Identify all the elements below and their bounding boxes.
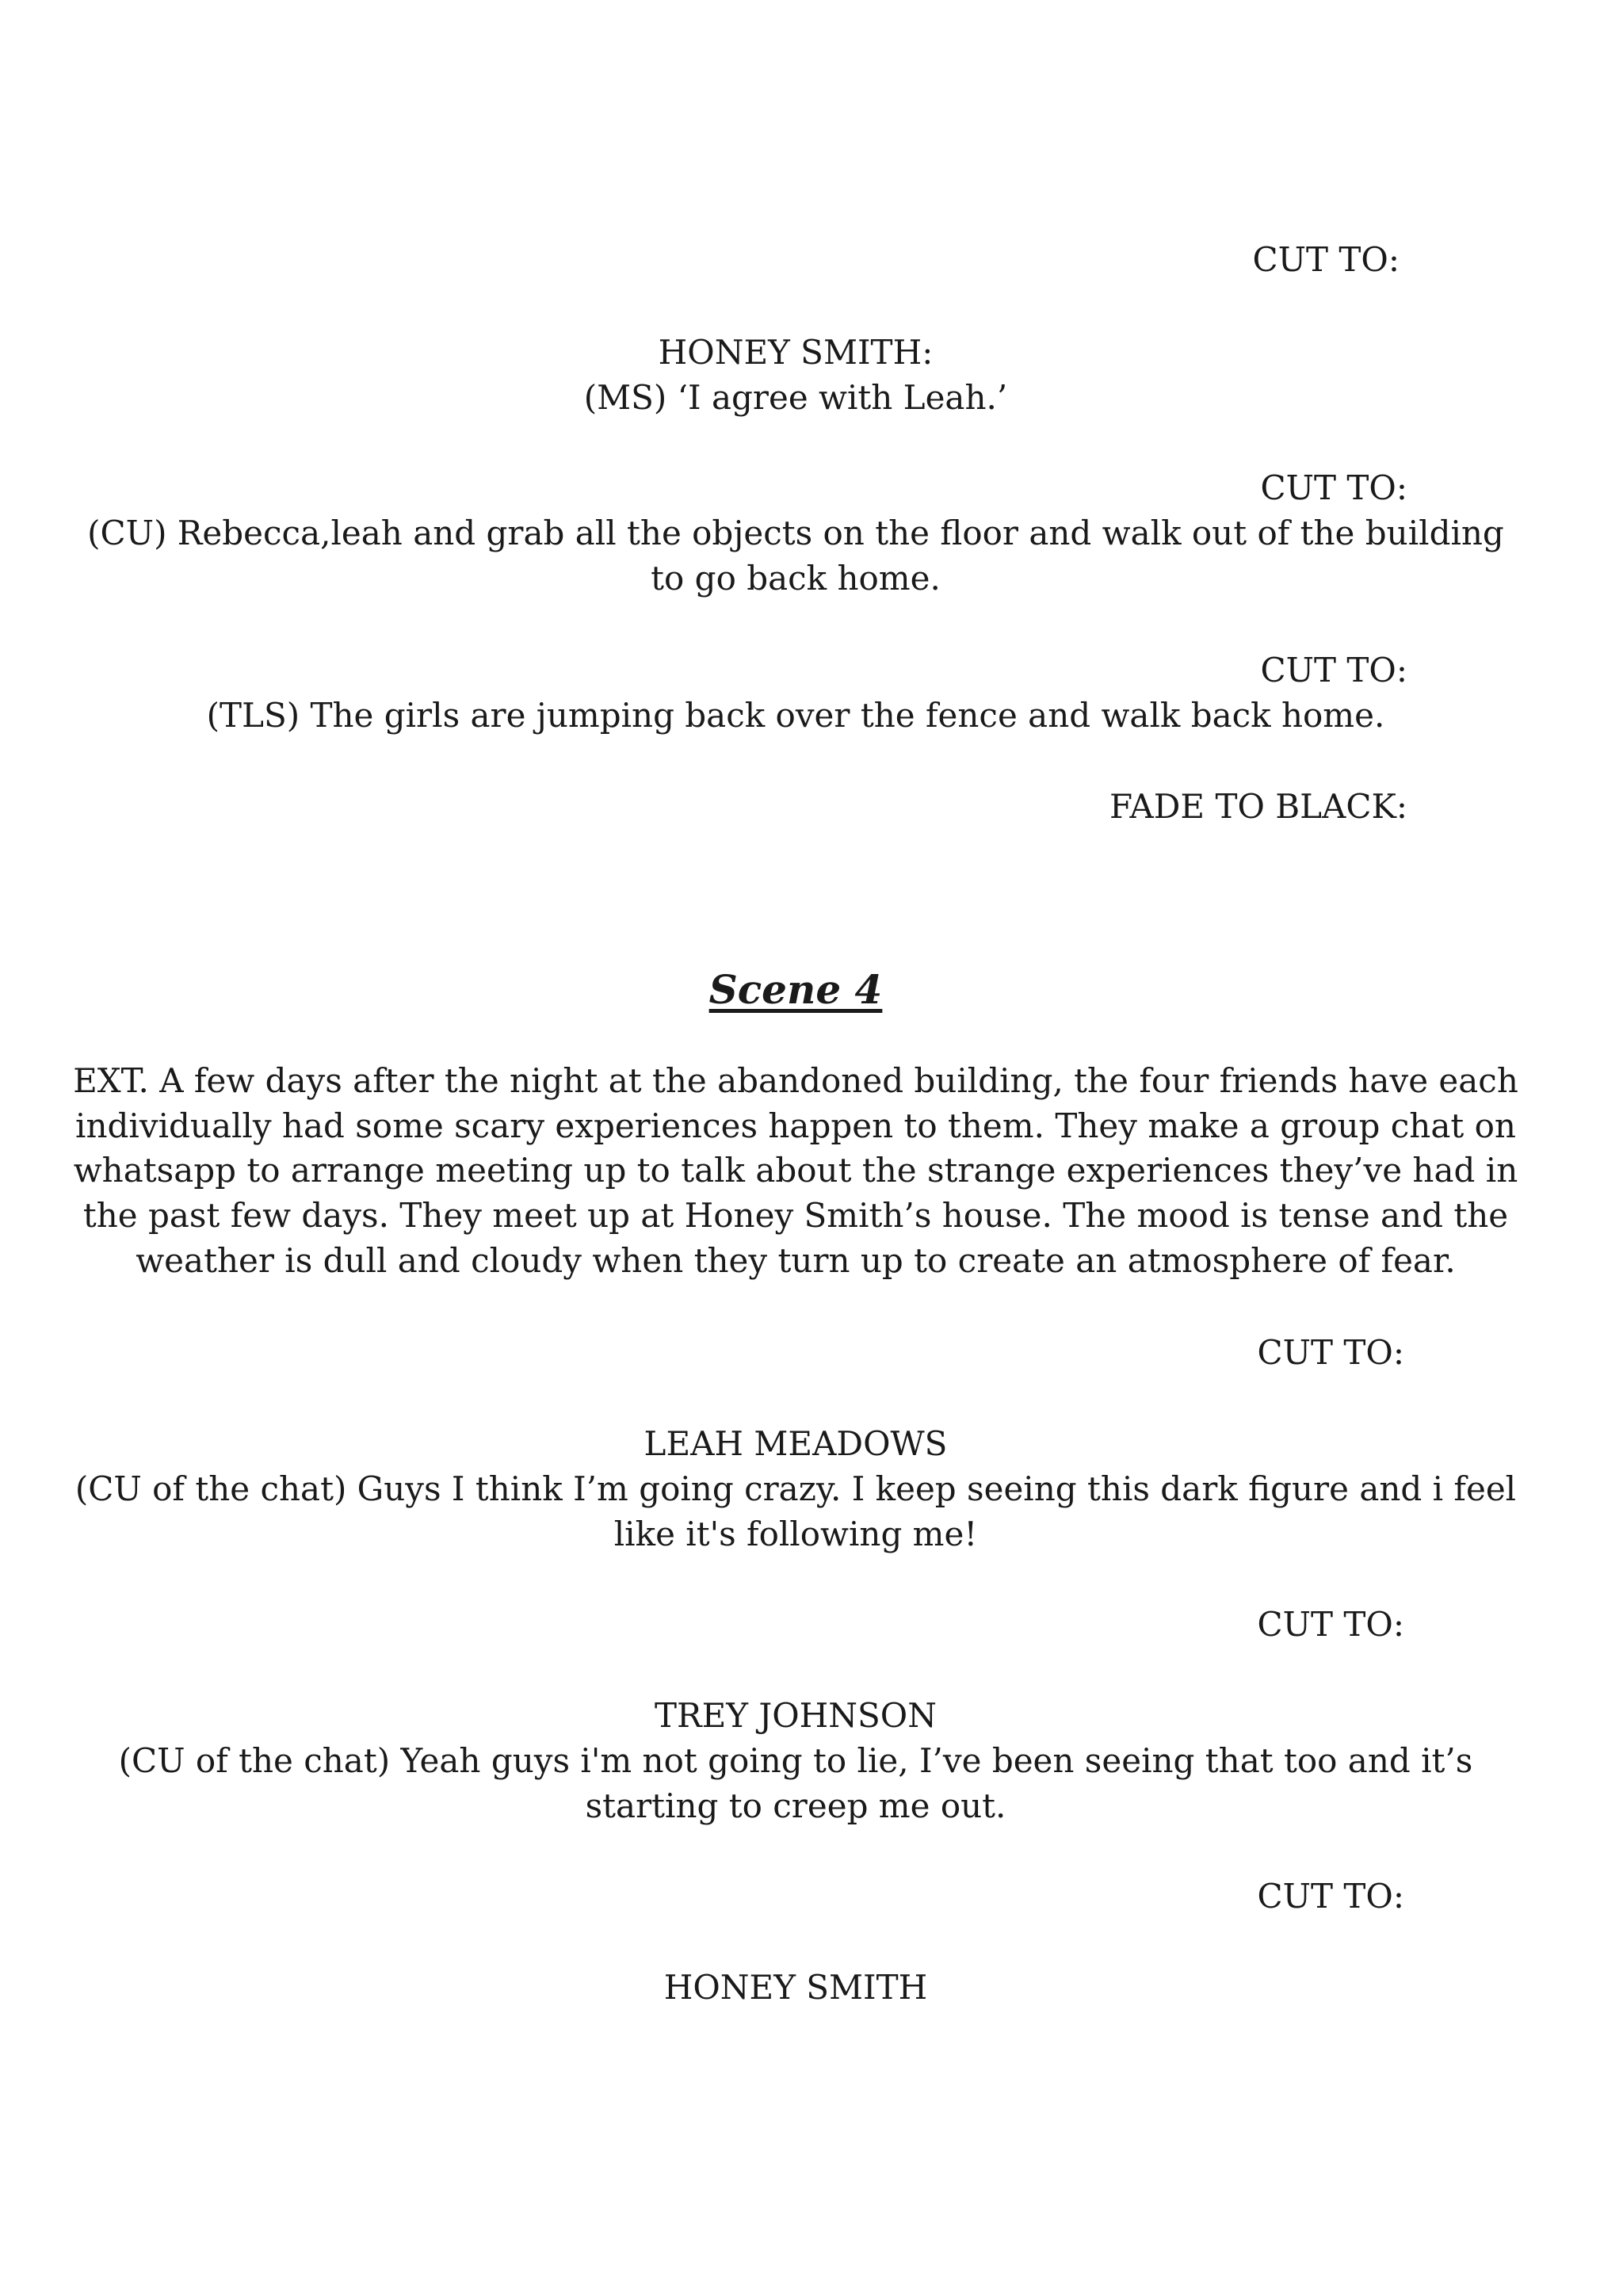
transition-cut-to: CUT TO: [1257, 1333, 1404, 1372]
scene-description-line: weather is dull and cloudy when they turn up to create an atmosphere of fear. [136, 1241, 1456, 1280]
character-name-honey-smith: HONEY SMITH: [658, 333, 934, 372]
transition-cut-to: CUT TO: [1252, 240, 1400, 279]
dialogue-leah-meadows: (CU of the chat) Guys I think I’m going crazy. I keep seeing this dark figure and i feel [74, 1469, 1517, 1508]
transition-cut-to: CUT TO: [1257, 1877, 1404, 1916]
transition-cut-to: CUT TO: [1260, 651, 1407, 690]
scene-heading: Scene 4 [708, 966, 883, 1013]
dialogue-trey-johnson: starting to creep me out. [585, 1786, 1006, 1825]
character-name-honey-smith: HONEY SMITH [663, 1968, 928, 2007]
scene-description-line: EXT. A few days after the night at the abandoned building, the four friends have each [73, 1061, 1518, 1100]
dialogue-trey-johnson: (CU of the chat) Yeah guys i'm not going to lie, I’ve been seeing that too and it’s [118, 1741, 1473, 1780]
dialogue-honey-smith: (MS) ‘I agree with Leah.’ [583, 378, 1008, 417]
dialogue-leah-meadows: like it's following me! [613, 1515, 978, 1553]
transition-fade-to-black: FADE TO BLACK: [1109, 787, 1407, 826]
transition-cut-to: CUT TO: [1260, 468, 1407, 507]
action-line: to go back home. [651, 559, 941, 598]
scene-description-line: whatsapp to arrange meeting up to talk about the strange experiences they’ve had in [73, 1151, 1518, 1190]
scene-description-line: individually had some scary experiences happen to them. They make a group chat on [75, 1106, 1516, 1145]
character-name-leah-meadows: LEAH MEADOWS [643, 1424, 948, 1463]
character-name-trey-johnson: TREY JOHNSON [655, 1696, 937, 1735]
transition-cut-to: CUT TO: [1257, 1605, 1404, 1644]
action-line: (TLS) The girls are jumping back over the fence and walk back home. [206, 696, 1385, 735]
scene-description-line: the past few days. They meet up at Honey Smith’s house. The mood is tense and the [82, 1196, 1509, 1235]
action-line: (CU) Rebecca,leah and grab all the objects on the floor and walk out of the building [87, 514, 1504, 552]
